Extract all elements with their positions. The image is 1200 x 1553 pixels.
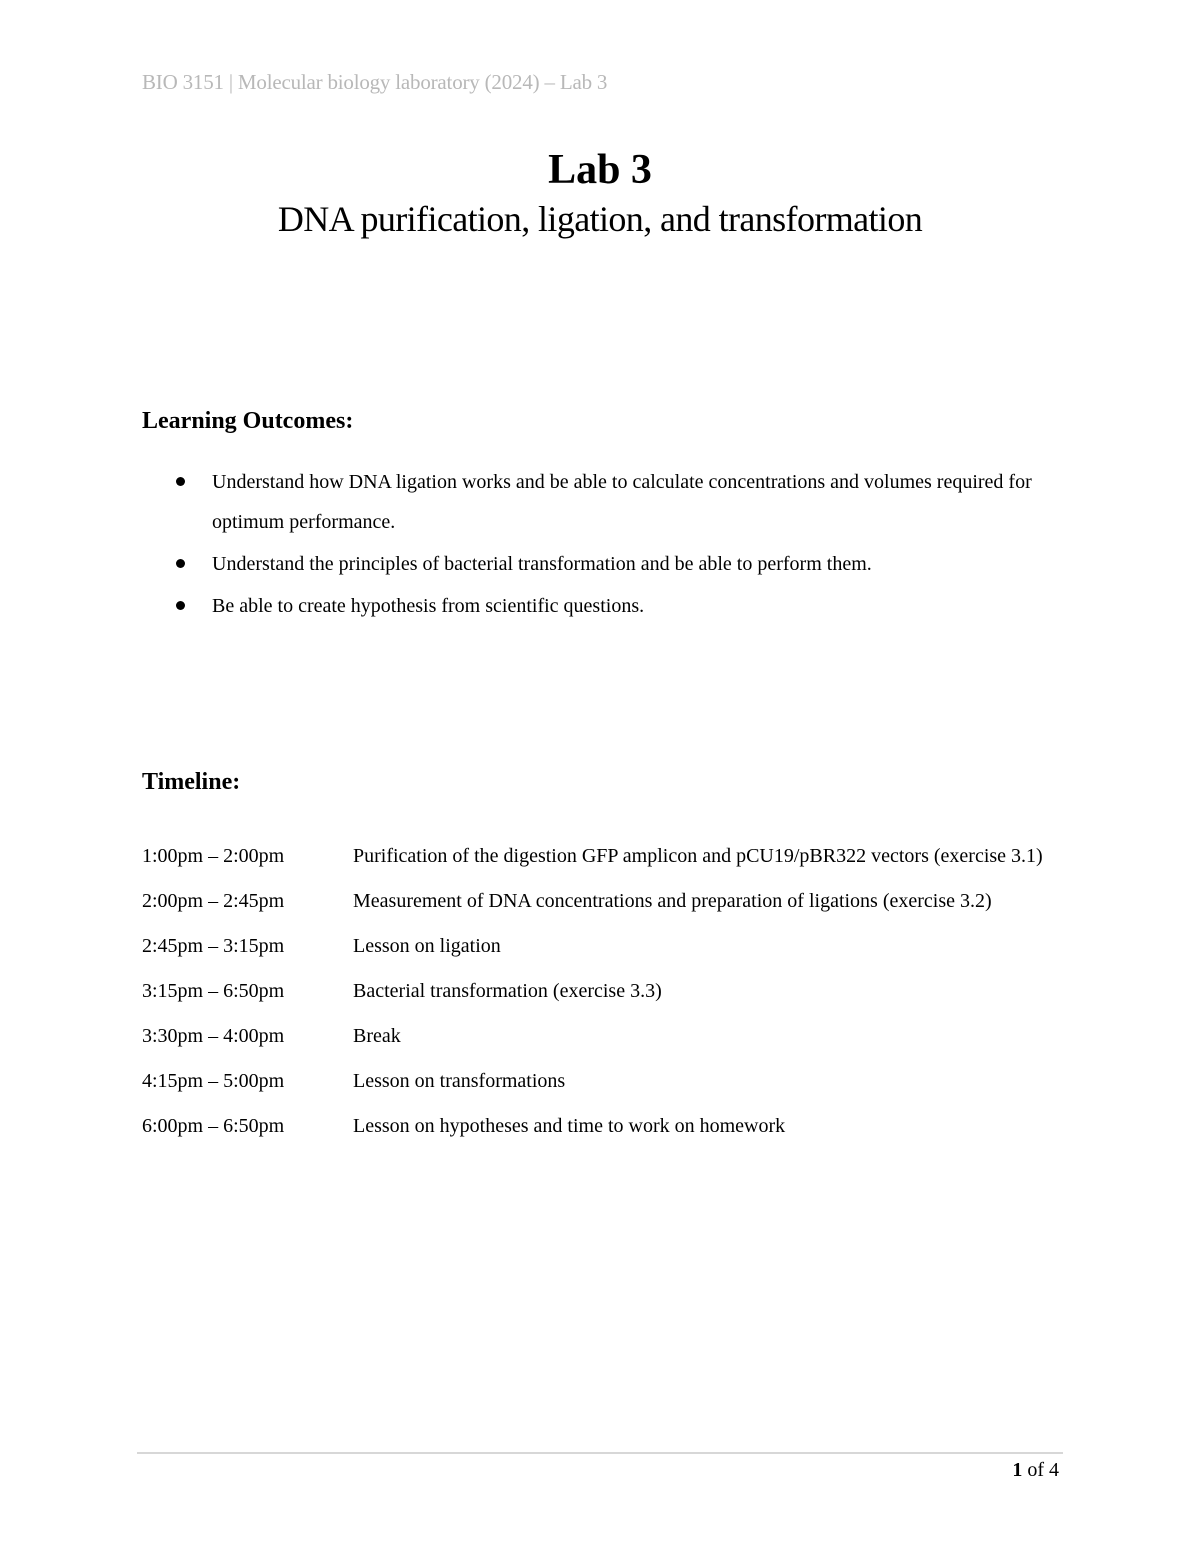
- timeline-activity: Lesson on hypotheses and time to work on homework: [353, 1115, 786, 1137]
- timeline-time: 6:00pm – 6:50pm: [142, 1115, 285, 1137]
- page-subtitle: DNA purification, ligation, and transformation: [277, 199, 923, 239]
- list-item: [142, 544, 1042, 584]
- page-number: [1012, 1459, 1059, 1482]
- timeline-time: 3:30pm – 4:00pm: [142, 1025, 285, 1047]
- timeline-heading: Timeline:: [142, 769, 241, 795]
- timeline-activity: Bacterial transformation (exercise 3.3): [353, 980, 662, 1002]
- timeline-time: 3:15pm – 6:50pm: [142, 980, 285, 1002]
- timeline-activity: Measurement of DNA concentrations and preparation of ligations (exercise 3.2): [353, 890, 992, 912]
- outcome-text: Understand how DNA ligation works and be able to calculate concentrations and volumes required for optimum performance.: [212, 471, 1032, 533]
- timeline-activity: Lesson on transformations: [353, 1070, 566, 1092]
- outcome-text: Be able to create hypothesis from scientific questions.: [212, 595, 645, 617]
- table-row: [142, 842, 1062, 871]
- table-row: [142, 977, 1062, 1006]
- table-row: [142, 887, 1062, 916]
- learning-outcomes-heading: Learning Outcomes:: [142, 408, 354, 434]
- timeline-time: 2:45pm – 3:15pm: [142, 935, 285, 957]
- list-item: [142, 462, 1042, 542]
- timeline-time: 1:00pm – 2:00pm: [142, 845, 285, 867]
- timeline-activity: Break: [353, 1025, 401, 1047]
- timeline-time: 2:00pm – 2:45pm: [142, 890, 285, 912]
- table-row: [142, 932, 1062, 961]
- learning-outcomes-list: [142, 462, 1042, 628]
- timeline-table: [142, 842, 1062, 1157]
- timeline-activity: Purification of the digestion GFP amplicon and pCU19/pBR322 vectors (exercise 3.1): [353, 845, 1043, 867]
- timeline-activity: Lesson on ligation: [353, 935, 501, 957]
- table-row: [142, 1022, 1062, 1051]
- outcome-text: Understand the principles of bacterial transformation and be able to perform them.: [212, 553, 872, 575]
- bullet-icon: [176, 601, 185, 610]
- timeline-time: 4:15pm – 5:00pm: [142, 1070, 285, 1092]
- running-header: BIO 3151 | Molecular biology laboratory (2024) – Lab 3: [142, 70, 608, 94]
- table-row: [142, 1067, 1062, 1096]
- list-item: [142, 586, 1042, 626]
- current-page: 1: [1012, 1459, 1023, 1481]
- page-title: Lab 3: [548, 147, 652, 193]
- bullet-icon: [176, 477, 185, 486]
- total-pages: 4: [1049, 1459, 1059, 1481]
- table-row: [142, 1112, 1062, 1141]
- page-separator: of: [1022, 1459, 1049, 1481]
- footer-divider: [137, 1452, 1063, 1454]
- bullet-icon: [176, 559, 185, 568]
